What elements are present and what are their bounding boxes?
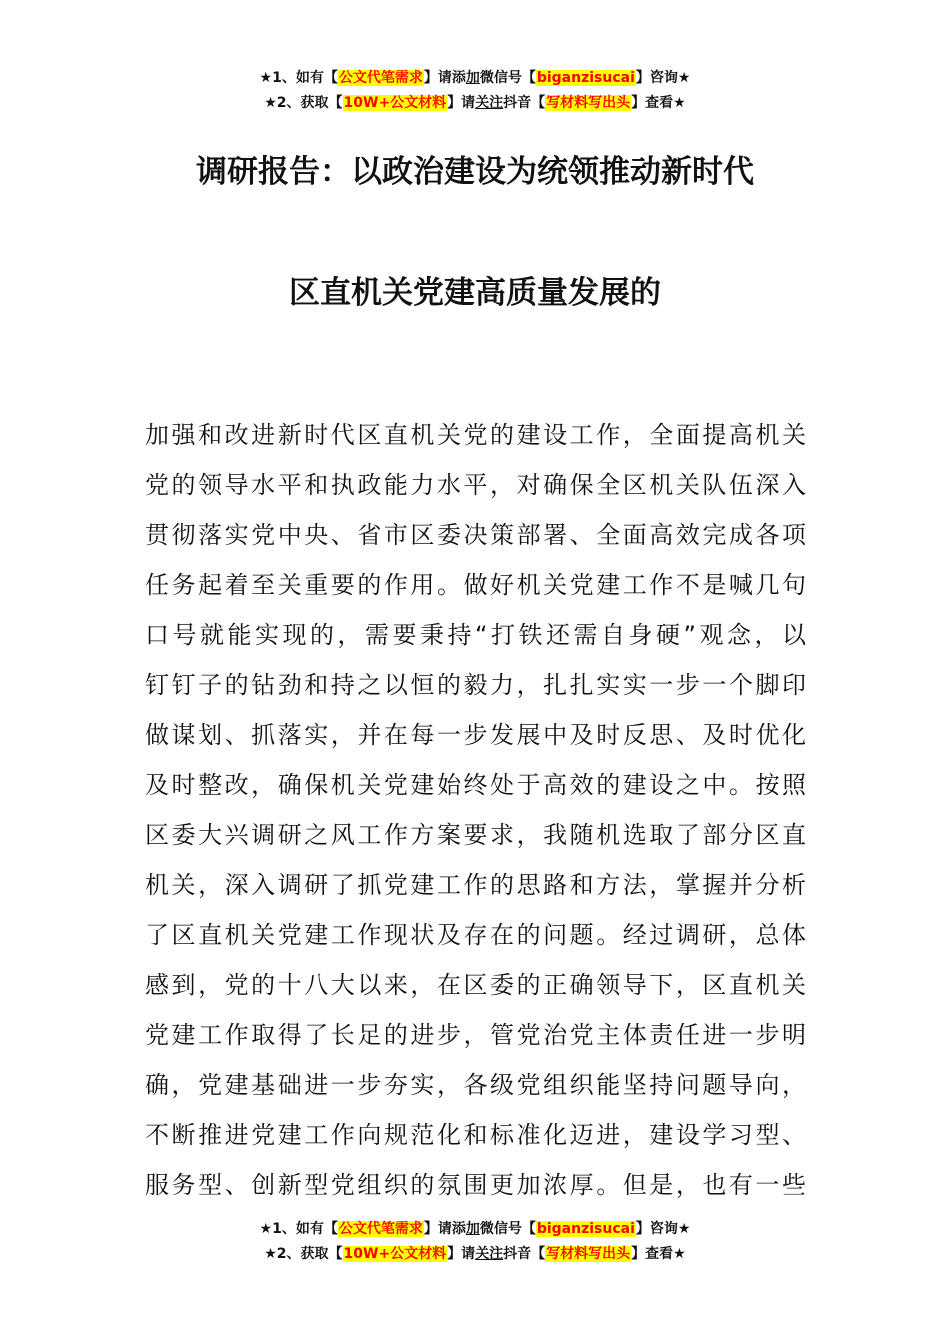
body-line: 机关，深入调研了抓党建工作的思路和方法，掌握并分析 (145, 871, 806, 899)
banner-line-2-emphasis: 关注 (475, 95, 504, 111)
banner-line-1-prefix: ★1、如有【 (259, 70, 338, 86)
body-line: 确，党建基础进一步夯实，各级党组织能坚持问题导向， (145, 1071, 806, 1099)
body-line: 不断推进党建工作向规范化和标准化迈进，建设学习型、 (145, 1121, 806, 1149)
footer-line-1-highlight-2: biganzisucai (536, 1221, 635, 1237)
banner-line-2-highlight-1: 10W+公文材料 (343, 95, 447, 111)
body-line: 党的领导水平和执政能力水平，对确保全区机关队伍深入 (145, 471, 806, 499)
footer-line-2-middle-1: 】请 (447, 1246, 476, 1262)
banner-line-1-middle-1: 】请添 (423, 70, 466, 86)
banner-line-1-highlight-2: biganzisucai (536, 70, 635, 86)
footer-line-1-middle-1: 】请添 (423, 1221, 466, 1237)
footer-banner-line-2 (0, 1242, 950, 1267)
banner-line-1-middle-2: 微信号【 (479, 70, 536, 86)
body-line: 及时整改，确保机关党建始终处于高效的建设之中。按照 (145, 771, 806, 799)
body-paragraph (145, 410, 806, 1210)
footer-line-1-suffix: 】咨询★ (635, 1221, 691, 1237)
footer-line-2-emphasis: 关注 (475, 1246, 504, 1262)
document-title-line-2: 区直机关党建高质量发展的 (289, 275, 661, 311)
footer-line-1-middle-2: 微信号【 (479, 1221, 536, 1237)
footer-line-1-emphasis: 加 (465, 1221, 480, 1237)
footer-line-2-highlight-1: 10W+公文材料 (343, 1246, 447, 1262)
document-title-line-1: 调研报告：以政治建设为统领推动新时代 (196, 154, 754, 190)
banner-line-2-prefix: ★2、获取【 (264, 95, 343, 111)
banner-line-1 (0, 66, 950, 91)
body-line: 加强和改进新时代区直机关党的建设工作，全面提高机关 (145, 421, 806, 449)
banner-line-1-emphasis: 加 (465, 70, 480, 86)
header-banner (0, 66, 950, 116)
banner-line-2-suffix: 】查看★ (631, 95, 686, 111)
body-line: 贯彻落实党中央、省市区委决策部署、全面高效完成各项 (145, 521, 806, 549)
footer-line-2-highlight-2: 写材料写出头 (546, 1246, 631, 1262)
footer-line-1-prefix: ★1、如有【 (259, 1221, 338, 1237)
banner-line-2 (0, 91, 950, 116)
banner-line-2-middle-2: 抖音【 (503, 95, 546, 111)
footer-line-2-prefix: ★2、获取【 (264, 1246, 343, 1262)
footer-banner-line-1 (0, 1217, 950, 1242)
footer-line-2-suffix: 】查看★ (631, 1246, 686, 1262)
banner-line-1-highlight-1: 公文代笔需求 (338, 70, 423, 86)
banner-line-2-middle-1: 】请 (447, 95, 476, 111)
footer-line-1-highlight-1: 公文代笔需求 (338, 1221, 423, 1237)
body-line: 区委大兴调研之风工作方案要求，我随机选取了部分区直 (145, 821, 806, 849)
body-line: 做谋划、抓落实，并在每一步发展中及时反思、及时优化 (145, 721, 806, 749)
body-line: 服务型、创新型党组织的氛围更加浓厚。但是，也有一些 (145, 1171, 806, 1199)
body-line: 感到，党的十八大以来，在区委的正确领导下，区直机关 (145, 971, 806, 999)
banner-line-1-suffix: 】咨询★ (635, 70, 691, 86)
banner-line-2-highlight-2: 写材料写出头 (546, 95, 631, 111)
body-line: 钉钉子的钻劲和持之以恒的毅力，扎扎实实一步一个脚印 (145, 671, 806, 699)
footer-line-2-middle-2: 抖音【 (503, 1246, 546, 1262)
footer-banner (0, 1217, 950, 1267)
body-line: 党建工作取得了长足的进步，管党治党主体责任进一步明 (145, 1021, 806, 1049)
body-line: 任务起着至关重要的作用。做好机关党建工作不是喊几句 (145, 571, 806, 599)
body-line: 了区直机关党建工作现状及存在的问题。经过调研，总体 (145, 921, 806, 949)
body-line: 口号就能实现的，需要秉持“打铁还需自身硬”观念，以 (145, 621, 806, 649)
